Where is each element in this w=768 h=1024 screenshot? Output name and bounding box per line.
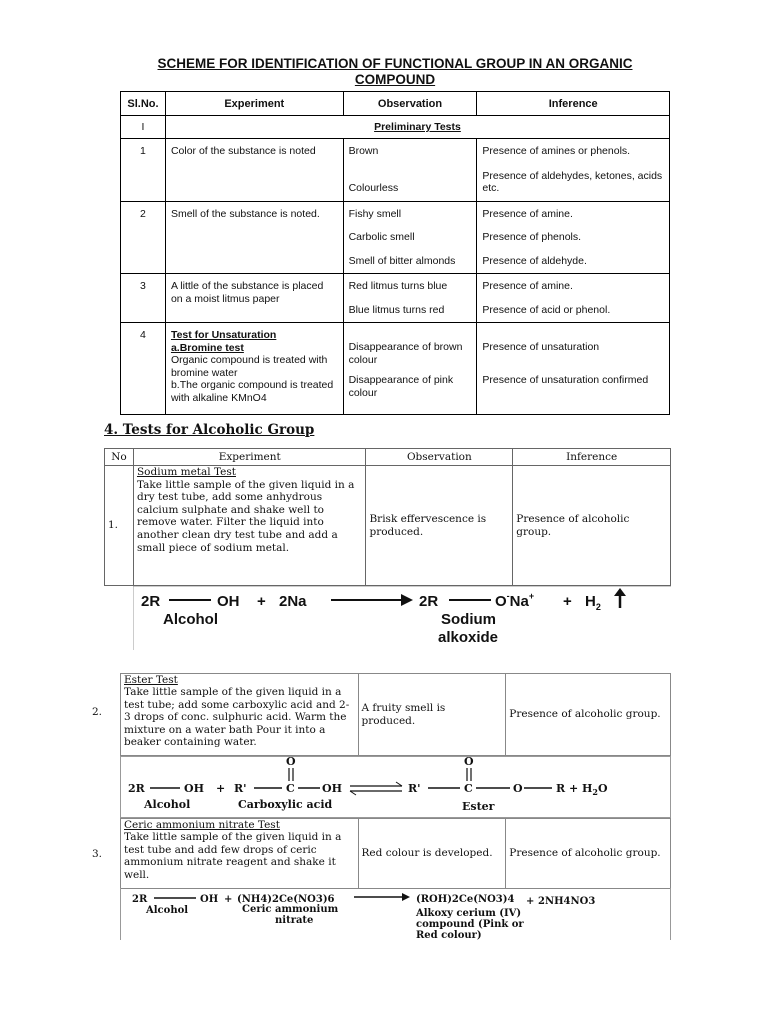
eq1-sodium-label: Sodium	[441, 611, 496, 628]
eq3-product-label-3: Red colour)	[416, 930, 482, 940]
eq2-o-top: O	[286, 756, 296, 768]
section-number: I	[141, 121, 145, 133]
observation-text: Brown	[348, 145, 379, 157]
row-number: 3	[140, 280, 146, 292]
row-number: 2	[140, 207, 146, 220]
observation-text: Disappearance of pink colour	[348, 374, 454, 399]
eq2-alcohol-label: Alcohol	[144, 798, 191, 811]
inference-text: Presence of alcoholic group.	[506, 674, 671, 756]
section-row	[121, 116, 670, 139]
eq2-acid-oh: OH	[322, 782, 342, 795]
observation-text: Colourless	[348, 181, 399, 194]
header-inference: Inference	[477, 92, 670, 116]
table-row	[121, 139, 670, 202]
inference-text: Presence of unsaturation	[482, 341, 600, 353]
test-title: Sodium metal Test	[136, 466, 236, 478]
inference-text: Presence of amines or phenols.	[482, 145, 631, 157]
eq2-rprime: R'	[234, 782, 247, 795]
table-header-row	[121, 92, 670, 116]
observation-text: Red litmus turns blue	[348, 280, 448, 292]
eq1-na: 2Na	[279, 593, 307, 610]
eq3-product: (ROH)2Ce(NO3)4	[416, 894, 515, 905]
section-label: Preliminary Tests	[374, 121, 461, 133]
eq2-plus: +	[216, 782, 226, 795]
eq1-plus2: +	[563, 593, 572, 610]
inference-text: Presence of amine.	[482, 207, 573, 220]
observation-text: A fruity smell is produced.	[358, 674, 506, 756]
eq2-tail: $R + H_2O$	[556, 782, 608, 797]
inference-text: Presence of acid or phenol.	[482, 303, 611, 316]
test-body: Take little sample of the given liquid in a dry test tube, add some anhydrous calcium sulphate and shake well to remove water. Filter the liquid into another clean dry test tube and add a small piece of sodium metal.	[136, 478, 355, 554]
observation-text: Disappearance of brown colour	[348, 341, 463, 366]
preliminary-tests-table	[120, 91, 670, 415]
eq3-alcohol-label: Alcohol	[146, 905, 189, 916]
header-experiment: Experiment	[165, 92, 343, 116]
header-no: No	[105, 449, 134, 466]
experiment-heading: Test for Unsaturation	[170, 329, 277, 341]
eq1-alkoxide-label: alkoxide	[438, 629, 499, 646]
eq3-lhs-r: 2R	[132, 894, 148, 905]
eq2-acid-label: Carboxylic acid	[238, 798, 333, 811]
row-number: 4	[140, 329, 146, 341]
test-title: Ceric ammonium nitrate Test	[124, 819, 280, 831]
eq3-can-label-2: nitrate	[275, 915, 314, 926]
eq2-o-top2: O	[464, 756, 474, 768]
observation-text: Blue litmus turns red	[348, 303, 445, 316]
header-experiment: Experiment	[133, 449, 366, 466]
experiment-text: Organic compound is treated with bromine water	[170, 354, 328, 379]
inference-text: Presence of alcoholic group.	[513, 466, 671, 586]
experiment-text: Smell of the substance is noted.	[170, 207, 320, 220]
table-row	[121, 201, 670, 274]
observation-text: Smell of bitter almonds	[348, 254, 456, 267]
table-row	[120, 819, 671, 889]
inference-text: Presence of aldehydes, ketones, acids etc.	[482, 169, 663, 194]
eq1-h2: $H_2$	[585, 593, 601, 612]
test-body: Take little sample of the given liquid in a test tube and add few drops of ceric ammonium nitrate reagent and shake it well.	[124, 831, 342, 881]
eq1-ona: O-Na+	[495, 591, 535, 610]
ester-reaction-equation	[120, 756, 671, 818]
eq1-alcohol-label: Alcohol	[163, 611, 218, 628]
eq3-oh: OH	[200, 894, 219, 905]
table-row	[105, 466, 671, 586]
header-slno: Sl.No.	[121, 92, 166, 116]
observation-text: Red colour is developed.	[358, 819, 506, 889]
eq1-oh: OH	[217, 593, 240, 610]
page-title: SCHEME FOR IDENTIFICATION OF FUNCTIONAL GROUP IN AN ORGANIC COMPOUND	[157, 56, 633, 87]
section-heading-alcoholic: 4. Tests for Alcoholic Group	[104, 422, 315, 438]
eq2-c2: C	[464, 782, 473, 795]
row-number: 1.	[105, 466, 134, 586]
eq2-oh: OH	[184, 782, 204, 795]
test-title: Ester Test	[124, 674, 178, 686]
observation-text: Brisk effervescence is produced.	[366, 466, 513, 586]
row-number: 1	[140, 145, 146, 157]
observation-text: Carbolic smell	[348, 231, 415, 243]
inference-text: Presence of unsaturation confirmed	[482, 373, 649, 386]
experiment-text: A little of the substance is placed on a moist litmus paper	[170, 280, 324, 305]
table-row	[121, 323, 670, 415]
observation-text: Fishy smell	[348, 207, 402, 220]
eq3-reagent: (NH4)2Ce(NO3)6	[237, 894, 335, 905]
table-row	[120, 674, 671, 756]
test-body: Take little sample of the given liquid in a test tube; add some carboxylic acid and 2-3 drops of conc. sulphuric acid. Warm the mixture on a water bath Pour it into a beaker containing water.	[124, 686, 350, 749]
ester-test-row	[120, 673, 671, 756]
row-number: 2.	[92, 706, 103, 718]
table-row	[121, 274, 670, 323]
eq2-rhs-o: O	[513, 782, 523, 795]
experiment-text: b.The organic compound is treated with alkaline KMnO4	[170, 379, 334, 404]
inference-text: Presence of amine.	[482, 280, 573, 292]
eq1-plus: +	[257, 593, 266, 610]
header-observation: Observation	[366, 449, 513, 466]
inference-text: Presence of phenols.	[482, 231, 582, 243]
experiment-text: Color of the substance is noted	[170, 145, 316, 157]
experiment-subheading: a.Bromine test	[170, 341, 244, 354]
eq3-product-label-2: compound (Pink or	[416, 919, 524, 930]
eq3-plus: +	[224, 894, 233, 905]
eq1-rhs-r: 2R	[419, 593, 439, 610]
eq3-byproduct: 2NH4NO3	[538, 896, 596, 907]
alcohol-tests-table	[104, 448, 671, 586]
table-header-row	[105, 449, 671, 466]
inference-text: Presence of aldehyde.	[482, 254, 587, 267]
eq2-ester-label: Ester	[462, 800, 495, 813]
eq3-product-label-1: Alkoxy cerium (IV)	[416, 908, 522, 919]
ceric-test-row	[120, 818, 671, 889]
eq2-rhs-r: R'	[408, 782, 421, 795]
header-inference: Inference	[513, 449, 671, 466]
eq2-lhs-r: 2R	[128, 782, 145, 795]
eq3-plus2: +	[526, 896, 535, 907]
eq3-can-label-1: Ceric ammonium	[242, 904, 339, 915]
eq2-c: C	[286, 782, 295, 795]
ceric-reaction-equation	[120, 888, 671, 940]
eq1-lhs-r: 2R	[141, 593, 161, 610]
header-observation: Observation	[343, 92, 477, 116]
sodium-reaction-equation	[133, 586, 671, 650]
row-number: 3.	[92, 848, 103, 860]
inference-text: Presence of alcoholic group.	[506, 819, 671, 889]
